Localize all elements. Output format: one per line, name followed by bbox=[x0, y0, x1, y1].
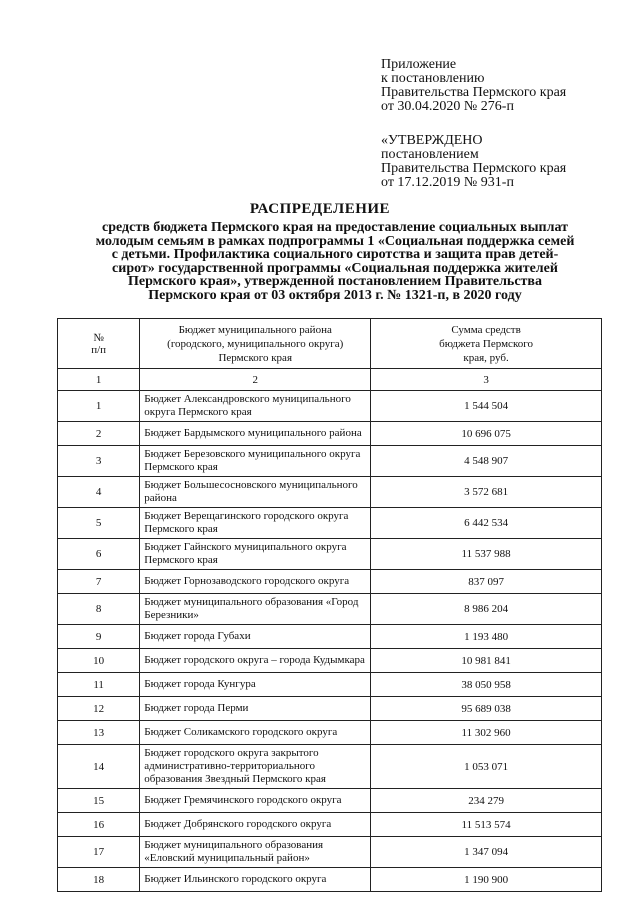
row-number: 10 bbox=[58, 649, 140, 673]
appendix-line: Правительства Пермского края bbox=[381, 85, 567, 100]
row-budget-name: Бюджет Горнозаводского городского округа bbox=[140, 570, 371, 594]
row-budget-name: Бюджет Гремячинского городского округа bbox=[140, 789, 371, 813]
approved-line: от 17.12.2019 № 931-п bbox=[381, 175, 514, 190]
row-sum: 11 513 574 bbox=[371, 813, 602, 837]
appendix-block bbox=[381, 58, 566, 114]
row-budget-name: Бюджет городского округа – города Кудымкара bbox=[140, 649, 371, 673]
row-sum: 11 537 988 bbox=[371, 539, 602, 570]
row-budget-name: Бюджет Бардымского муниципального района bbox=[140, 422, 371, 446]
appendix-line: от 30.04.2020 № 276-п bbox=[381, 99, 514, 114]
row-sum: 10 981 841 bbox=[371, 649, 602, 673]
row-budget-name: Бюджет Ильинского городского округа bbox=[140, 868, 371, 892]
document-subtitle bbox=[70, 221, 600, 302]
row-budget-name: Бюджет муниципального образования «Город Березники» bbox=[140, 594, 371, 625]
table-row bbox=[58, 570, 602, 594]
table-row bbox=[58, 594, 602, 625]
approved-line: Правительства Пермского края bbox=[381, 161, 567, 176]
appendix-line: Приложение bbox=[381, 57, 457, 72]
row-number: 6 bbox=[58, 539, 140, 570]
column-number-row bbox=[58, 369, 602, 391]
row-budget-name: Бюджет Большесосновского муниципального района bbox=[140, 477, 371, 508]
table-row bbox=[58, 625, 602, 649]
row-number: 18 bbox=[58, 868, 140, 892]
subtitle-line: Пермского края», утвержденной постановлением Правительства bbox=[127, 274, 542, 289]
table-row bbox=[58, 539, 602, 570]
subtitle-line: Пермского края от 03 октября 2013 г. № 1321-п, в 2020 году bbox=[148, 287, 522, 303]
row-sum: 95 689 038 bbox=[371, 697, 602, 721]
table-row bbox=[58, 446, 602, 477]
header-number-line: № bbox=[93, 331, 104, 344]
table-row bbox=[58, 477, 602, 508]
approved-line: «УТВЕРЖДЕНО bbox=[381, 133, 483, 148]
row-sum: 10 696 075 bbox=[371, 422, 602, 446]
header-budget-name bbox=[140, 319, 371, 369]
document-title: РАСПРЕДЕЛЕНИЕ bbox=[249, 201, 391, 217]
approved-line: постановлением bbox=[381, 147, 479, 162]
row-sum: 38 050 958 bbox=[371, 673, 602, 697]
subtitle-line: средств бюджета Пермского края на предоставление социальных выплат bbox=[102, 220, 568, 235]
row-number: 1 bbox=[58, 391, 140, 422]
row-number: 4 bbox=[58, 477, 140, 508]
row-number: 8 bbox=[58, 594, 140, 625]
row-budget-name: Бюджет Александровского муниципального округа Пермского края bbox=[140, 391, 371, 422]
row-budget-name: Бюджет Гайнского муниципального округа Пермского края bbox=[140, 539, 371, 570]
row-number: 16 bbox=[58, 813, 140, 837]
table-body bbox=[58, 391, 602, 892]
row-sum: 234 279 bbox=[371, 789, 602, 813]
row-budget-name: Бюджет Верещагинского городского округа Пермского края bbox=[140, 508, 371, 539]
row-number: 15 bbox=[58, 789, 140, 813]
header-number bbox=[58, 319, 140, 369]
row-budget-name: Бюджет муниципального образования «Еловский муниципальный район» bbox=[140, 837, 371, 868]
row-number: 5 bbox=[58, 508, 140, 539]
table-row bbox=[58, 697, 602, 721]
row-budget-name: Бюджет Соликамского городского округа bbox=[140, 721, 371, 745]
row-sum: 3 572 681 bbox=[371, 477, 602, 508]
subtitle-line: сирот» государственной программы «Социальная поддержка жителей bbox=[112, 260, 558, 276]
row-sum: 6 442 534 bbox=[371, 508, 602, 539]
row-number: 11 bbox=[58, 673, 140, 697]
row-sum: 1 190 900 bbox=[371, 868, 602, 892]
row-sum: 8 986 204 bbox=[371, 594, 602, 625]
subtitle-line: молодым семьям в рамках подпрограммы 1 «Социальная поддержка семей bbox=[95, 233, 575, 249]
row-number: 14 bbox=[58, 745, 140, 789]
row-sum: 1 053 071 bbox=[371, 745, 602, 789]
distribution-table bbox=[57, 318, 602, 892]
row-budget-name: Бюджет городского округа закрытого административно-территориального образования Звездный Пермского края bbox=[140, 745, 371, 789]
row-sum: 837 097 bbox=[371, 570, 602, 594]
row-sum: 11 302 960 bbox=[371, 721, 602, 745]
table-row bbox=[58, 745, 602, 789]
row-budget-name: Бюджет Березовского муниципального округа Пермского края bbox=[140, 446, 371, 477]
row-number: 7 bbox=[58, 570, 140, 594]
header-number-line: п/п bbox=[91, 343, 107, 356]
row-budget-name: Бюджет города Губахи bbox=[140, 625, 371, 649]
table-row bbox=[58, 813, 602, 837]
table-row bbox=[58, 649, 602, 673]
column-number: 1 bbox=[58, 369, 140, 391]
table-header-row bbox=[58, 319, 602, 369]
row-number: 9 bbox=[58, 625, 140, 649]
header-sum-line: края, руб. bbox=[463, 351, 509, 364]
row-budget-name: Бюджет города Перми bbox=[140, 697, 371, 721]
header-sum bbox=[371, 319, 602, 369]
header-budget-line: Бюджет муниципального района bbox=[178, 323, 332, 336]
header-budget-line: (городского, муниципального округа) Пермского края bbox=[167, 337, 344, 364]
table-row bbox=[58, 508, 602, 539]
row-budget-name: Бюджет города Кунгура bbox=[140, 673, 371, 697]
approved-block bbox=[381, 134, 566, 190]
table-row bbox=[58, 721, 602, 745]
row-number: 3 bbox=[58, 446, 140, 477]
table-row bbox=[58, 422, 602, 446]
table-row bbox=[58, 789, 602, 813]
row-number: 13 bbox=[58, 721, 140, 745]
subtitle-line: с детьми. Профилактика социального сиротства и защита прав детей- bbox=[111, 247, 559, 262]
row-sum: 1 347 094 bbox=[371, 837, 602, 868]
row-number: 17 bbox=[58, 837, 140, 868]
table-row bbox=[58, 868, 602, 892]
row-sum: 1 193 480 bbox=[371, 625, 602, 649]
table-row bbox=[58, 391, 602, 422]
row-number: 2 bbox=[58, 422, 140, 446]
appendix-line: к постановлению bbox=[381, 71, 485, 86]
header-sum-line: бюджета Пермского bbox=[439, 337, 533, 350]
table-row bbox=[58, 837, 602, 868]
row-number: 12 bbox=[58, 697, 140, 721]
row-budget-name: Бюджет Добрянского городского округа bbox=[140, 813, 371, 837]
table-row bbox=[58, 673, 602, 697]
column-number: 2 bbox=[140, 369, 371, 391]
row-sum: 1 544 504 bbox=[371, 391, 602, 422]
row-sum: 4 548 907 bbox=[371, 446, 602, 477]
column-number: 3 bbox=[371, 369, 602, 391]
header-sum-line: Сумма средств bbox=[451, 323, 521, 336]
